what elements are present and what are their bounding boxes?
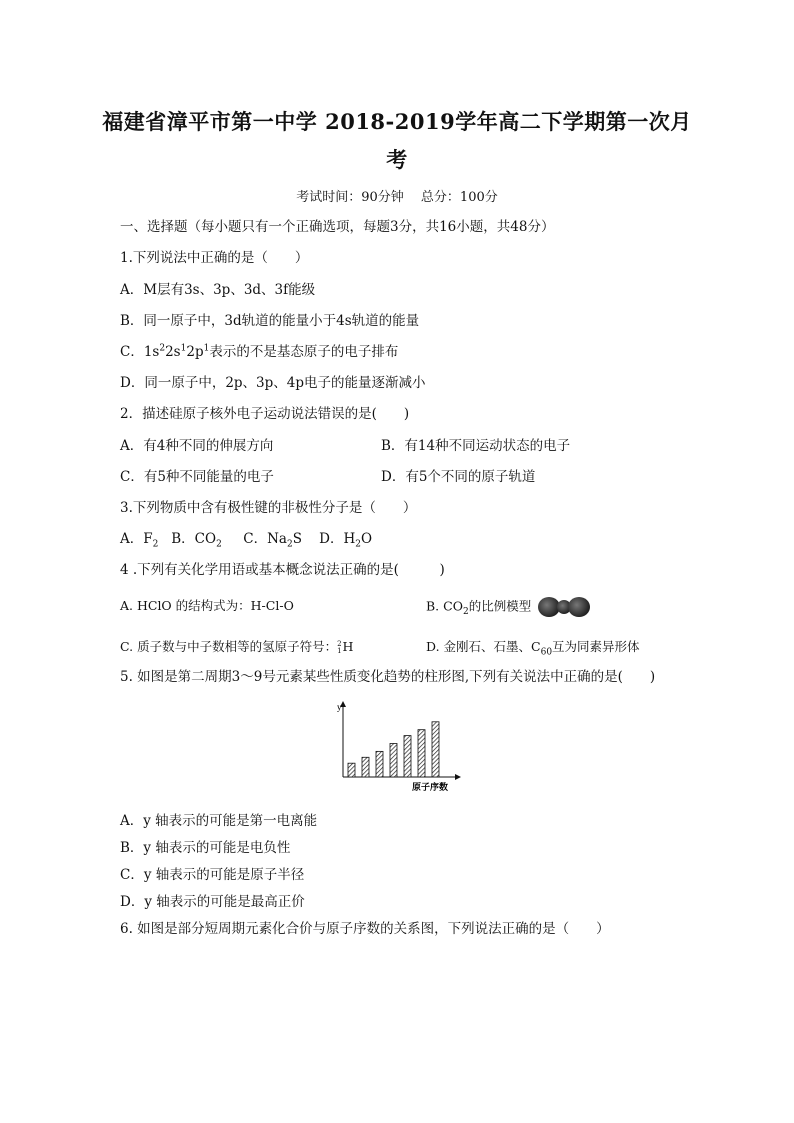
y-axis-label: y	[337, 702, 342, 712]
q1-option-c-prefix: C．1s	[120, 344, 160, 360]
q5-option-c: C．y 轴表示的可能是原子半径	[120, 867, 305, 883]
q3-option-b: B．$CO_2$	[171, 531, 222, 550]
q2-option-b: B．有14种不同运动状态的电子	[381, 438, 571, 454]
x-axis-label: 原子序数	[412, 783, 449, 793]
q1-option-a: A．M层有3s、3p、3d、3f能级	[120, 282, 316, 298]
chart-bar	[418, 730, 425, 777]
q2-option-a: A．有4种不同的伸展方向	[120, 438, 274, 454]
q3-option-a: A．$F_2$	[120, 531, 159, 550]
q1-option-c: C．$1s^22s^12p^1$表示的不是基态原子的电子排布	[120, 343, 399, 360]
exam-info: 考试时间：90分钟 总分：100分	[296, 190, 498, 205]
q1-option-d: D．同一原子中，2p、3p、4p电子的能量逐渐减小	[120, 375, 426, 391]
q6-stem: 6. 如图是部分短周期元素化合价与原子序数的关系图，下列说法正确的是（ ）	[120, 921, 610, 937]
q2-stem: 2．描述硅原子核外电子运动说法错误的是( )	[120, 406, 410, 422]
chart-bar	[390, 743, 397, 777]
q4-option-a: A. HClO 的结构式为：H-Cl-O	[120, 598, 294, 613]
chart-bar	[348, 763, 355, 777]
chart-bar	[432, 722, 439, 777]
q2-option-d: D．有5个不同的原子轨道	[381, 469, 536, 485]
q2-option-c: C．有5种不同能量的电子	[120, 469, 274, 485]
q4-option-d: D. 金刚石、石墨、$C_{60}$互为同素异形体	[426, 639, 640, 658]
q5-option-b: B．y 轴表示的可能是电负性	[120, 840, 291, 856]
co2-space-filling-model	[538, 597, 590, 617]
chart-bar	[362, 757, 369, 777]
q5-option-d: D．y 轴表示的可能是最高正价	[120, 894, 305, 910]
exam-title-line1: 福建省漳平市第一中学 2018-2019学年高二下学期第一次月	[102, 109, 692, 134]
exam-title-line2: 考	[386, 147, 408, 172]
q4-stem: 4 .下列有关化学用语或基本概念说法正确的是( )	[120, 562, 445, 578]
q1-option-b: B．同一原子中，3d轨道的能量小于4s轨道的能量	[120, 313, 420, 329]
q4-option-b: B. $CO_2$的比例模型	[426, 597, 590, 617]
chart-bar	[376, 751, 383, 777]
q1-stem: 1.下列说法中正确的是（ ）	[120, 250, 309, 266]
section-heading: 一、选择题（每小题只有一个正确选项，每题3分，共16小题，共48分）	[120, 219, 555, 235]
q5-option-a: A．y 轴表示的可能是第一电离能	[120, 813, 318, 829]
q4-option-c: C. 质子数与中子数相等的氢原子符号： 2 1 H	[120, 639, 354, 655]
chart-bar	[404, 736, 411, 777]
q5-bar-chart	[320, 698, 470, 798]
hydrogen-isotope-notation: 2 1	[337, 639, 342, 655]
q3-option-c: C．$Na_2S$	[243, 531, 302, 550]
q1-option-c-text: 表示的不是基态原子的电子排布	[209, 344, 399, 360]
q3-options	[120, 530, 372, 548]
q5-stem: 5. 如图是第二周期3～9号元素某些性质变化趋势的柱形图,下列有关说法中正确的是( )	[120, 669, 656, 685]
q3-option-d: D．$H_2O$	[319, 531, 373, 550]
q3-stem: 3.下列物质中含有极性键的非极性分子是（ ）	[120, 500, 417, 516]
